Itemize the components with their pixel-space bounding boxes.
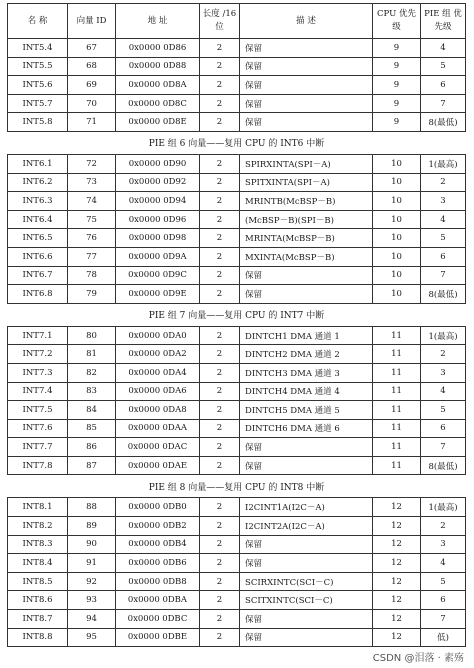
name-cell: INT8.7 <box>8 610 68 629</box>
table-row <box>8 610 466 629</box>
cpu-priority-cell: 10 <box>373 247 421 266</box>
cpu-priority-cell: 9 <box>373 39 421 58</box>
description-cell: 保留 <box>240 285 373 304</box>
name-cell: INT8.1 <box>8 498 68 517</box>
table-row <box>8 382 466 401</box>
cpu-priority-cell: 9 <box>373 57 421 76</box>
length-cell: 2 <box>200 39 240 58</box>
cpu-priority-cell: 11 <box>373 438 421 457</box>
address-cell: 0x0000 0DAA <box>116 419 200 438</box>
cpu-priority-cell: 11 <box>373 326 421 345</box>
pie-priority-cell: 5 <box>421 572 466 591</box>
name-cell: INT5.4 <box>8 39 68 58</box>
address-cell: 0x0000 0DB8 <box>116 572 200 591</box>
pie-priority-cell: 4 <box>421 554 466 573</box>
section-header-row <box>8 475 466 498</box>
vector-id-cell: 74 <box>68 192 116 211</box>
address-cell: 0x0000 0D8A <box>116 76 200 95</box>
name-cell: INT6.6 <box>8 247 68 266</box>
length-cell: 2 <box>200 154 240 173</box>
description-cell: DINTCH4 DMA 通道 4 <box>240 382 373 401</box>
table-row <box>8 76 466 95</box>
vector-id-cell: 68 <box>68 57 116 76</box>
cpu-priority-cell: 12 <box>373 628 421 647</box>
pie-priority-cell: 6 <box>421 247 466 266</box>
address-cell: 0x0000 0DA6 <box>116 382 200 401</box>
name-cell: INT6.4 <box>8 210 68 229</box>
cpu-priority-cell: 12 <box>373 610 421 629</box>
cpu-priority-cell: 9 <box>373 94 421 113</box>
watermark: CSDN @泪落 · 素殇 <box>373 649 464 664</box>
description-cell: DINTCH1 DMA 通道 1 <box>240 326 373 345</box>
vector-id-cell: 92 <box>68 572 116 591</box>
col-length-header: 长度 /16 位 <box>200 4 240 39</box>
cpu-priority-cell: 12 <box>373 517 421 536</box>
vector-id-cell: 91 <box>68 554 116 573</box>
table-row <box>8 94 466 113</box>
table-row <box>8 535 466 554</box>
pie-priority-cell: 6 <box>421 419 466 438</box>
length-cell: 2 <box>200 401 240 420</box>
col-cpu-priority-header: CPU 优先级 <box>373 4 421 39</box>
address-cell: 0x0000 0D9C <box>116 266 200 285</box>
pie-priority-cell: 低) <box>421 628 466 647</box>
length-cell: 2 <box>200 554 240 573</box>
address-cell: 0x0000 0D94 <box>116 192 200 211</box>
description-cell: I2CINT2A(I2C－A) <box>240 517 373 536</box>
vector-id-cell: 89 <box>68 517 116 536</box>
description-cell: 保留 <box>240 554 373 573</box>
description-cell: SCITXINTC(SCI－C) <box>240 591 373 610</box>
address-cell: 0x0000 0D86 <box>116 39 200 58</box>
name-cell: INT5.5 <box>8 57 68 76</box>
pie-priority-cell: 4 <box>421 39 466 58</box>
pie-priority-cell: 8(最低) <box>421 113 466 132</box>
description-cell: 保留 <box>240 628 373 647</box>
cpu-priority-cell: 12 <box>373 535 421 554</box>
pie-priority-cell: 7 <box>421 266 466 285</box>
table-row <box>8 39 466 58</box>
cpu-priority-cell: 10 <box>373 154 421 173</box>
description-cell: SCIRXINTC(SCI－C) <box>240 572 373 591</box>
name-cell: INT5.6 <box>8 76 68 95</box>
pie-priority-cell: 7 <box>421 610 466 629</box>
pie-priority-cell: 5 <box>421 229 466 248</box>
length-cell: 2 <box>200 94 240 113</box>
length-cell: 2 <box>200 591 240 610</box>
vector-id-cell: 84 <box>68 401 116 420</box>
length-cell: 2 <box>200 498 240 517</box>
name-cell: INT6.7 <box>8 266 68 285</box>
pie-priority-cell: 1(最高) <box>421 154 466 173</box>
description-cell: 保留 <box>240 94 373 113</box>
length-cell: 2 <box>200 326 240 345</box>
pie-priority-cell: 5 <box>421 401 466 420</box>
description-cell: 保留 <box>240 456 373 475</box>
vector-id-cell: 93 <box>68 591 116 610</box>
cpu-priority-cell: 10 <box>373 285 421 304</box>
description-cell: MRINTB(McBSP－B) <box>240 192 373 211</box>
vector-id-cell: 88 <box>68 498 116 517</box>
length-cell: 2 <box>200 363 240 382</box>
vector-id-cell: 69 <box>68 76 116 95</box>
name-cell: INT6.8 <box>8 285 68 304</box>
description-cell: (McBSP－B)(SPI－B) <box>240 210 373 229</box>
section-title: PIE 组 7 向量——复用 CPU 的 INT7 中断 <box>8 303 466 326</box>
description-cell: 保留 <box>240 57 373 76</box>
description-cell: DINTCH6 DMA 通道 6 <box>240 419 373 438</box>
length-cell: 2 <box>200 456 240 475</box>
description-cell: 保留 <box>240 113 373 132</box>
section-title: PIE 组 8 向量——复用 CPU 的 INT8 中断 <box>8 475 466 498</box>
cpu-priority-cell: 12 <box>373 554 421 573</box>
table-row <box>8 456 466 475</box>
vector-id-cell: 95 <box>68 628 116 647</box>
length-cell: 2 <box>200 173 240 192</box>
description-cell: DINTCH3 DMA 通道 3 <box>240 363 373 382</box>
cpu-priority-cell: 11 <box>373 419 421 438</box>
pie-priority-cell: 4 <box>421 382 466 401</box>
table-row <box>8 628 466 647</box>
address-cell: 0x0000 0D90 <box>116 154 200 173</box>
table-row <box>8 401 466 420</box>
table-row <box>8 57 466 76</box>
description-cell: 保留 <box>240 438 373 457</box>
table-row <box>8 247 466 266</box>
address-cell: 0x0000 0DA2 <box>116 345 200 364</box>
col-pie-priority-header: PIE 组 优先级 <box>421 4 466 39</box>
name-cell: INT8.3 <box>8 535 68 554</box>
address-cell: 0x0000 0DB4 <box>116 535 200 554</box>
name-cell: INT8.4 <box>8 554 68 573</box>
section-header-row <box>8 131 466 154</box>
address-cell: 0x0000 0DAE <box>116 456 200 475</box>
cpu-priority-cell: 9 <box>373 113 421 132</box>
vector-id-cell: 70 <box>68 94 116 113</box>
table-row <box>8 554 466 573</box>
cpu-priority-cell: 10 <box>373 229 421 248</box>
table-row <box>8 498 466 517</box>
cpu-priority-cell: 9 <box>373 76 421 95</box>
cpu-priority-cell: 10 <box>373 210 421 229</box>
cpu-priority-cell: 11 <box>373 345 421 364</box>
vector-id-cell: 94 <box>68 610 116 629</box>
table-row <box>8 591 466 610</box>
address-cell: 0x0000 0DBC <box>116 610 200 629</box>
address-cell: 0x0000 0D98 <box>116 229 200 248</box>
name-cell: INT7.1 <box>8 326 68 345</box>
address-cell: 0x0000 0DA4 <box>116 363 200 382</box>
description-cell: SPITXINTA(SPI－A) <box>240 173 373 192</box>
length-cell: 2 <box>200 382 240 401</box>
name-cell: INT7.4 <box>8 382 68 401</box>
name-cell: INT7.8 <box>8 456 68 475</box>
address-cell: 0x0000 0DA0 <box>116 326 200 345</box>
table-row <box>8 438 466 457</box>
table-row <box>8 345 466 364</box>
vector-id-cell: 81 <box>68 345 116 364</box>
pie-priority-cell: 7 <box>421 438 466 457</box>
table-row <box>8 285 466 304</box>
pie-priority-cell: 8(最低) <box>421 456 466 475</box>
length-cell: 2 <box>200 285 240 304</box>
vector-id-cell: 85 <box>68 419 116 438</box>
vector-id-cell: 87 <box>68 456 116 475</box>
table-row <box>8 113 466 132</box>
name-cell: INT7.2 <box>8 345 68 364</box>
col-name-header: 名 称 <box>8 4 68 39</box>
address-cell: 0x0000 0D92 <box>116 173 200 192</box>
table-row <box>8 210 466 229</box>
description-cell: 保留 <box>240 76 373 95</box>
pie-priority-cell: 4 <box>421 210 466 229</box>
length-cell: 2 <box>200 517 240 536</box>
vector-id-cell: 72 <box>68 154 116 173</box>
cpu-priority-cell: 10 <box>373 192 421 211</box>
address-cell: 0x0000 0DBA <box>116 591 200 610</box>
cpu-priority-cell: 11 <box>373 363 421 382</box>
address-cell: 0x0000 0DB6 <box>116 554 200 573</box>
table-row <box>8 229 466 248</box>
table-row <box>8 517 466 536</box>
vector-id-cell: 67 <box>68 39 116 58</box>
name-cell: INT8.6 <box>8 591 68 610</box>
table-row <box>8 363 466 382</box>
name-cell: INT5.8 <box>8 113 68 132</box>
pie-priority-cell: 6 <box>421 76 466 95</box>
table-row <box>8 419 466 438</box>
cpu-priority-cell: 11 <box>373 456 421 475</box>
name-cell: INT8.2 <box>8 517 68 536</box>
length-cell: 2 <box>200 345 240 364</box>
name-cell: INT8.8 <box>8 628 68 647</box>
pie-priority-cell: 2 <box>421 517 466 536</box>
length-cell: 2 <box>200 76 240 95</box>
address-cell: 0x0000 0DAC <box>116 438 200 457</box>
table-row <box>8 192 466 211</box>
cpu-priority-cell: 11 <box>373 401 421 420</box>
pie-priority-cell: 5 <box>421 57 466 76</box>
section-header-row <box>8 303 466 326</box>
pie-priority-cell: 6 <box>421 591 466 610</box>
vector-id-cell: 83 <box>68 382 116 401</box>
length-cell: 2 <box>200 266 240 285</box>
address-cell: 0x0000 0DB0 <box>116 498 200 517</box>
cpu-priority-cell: 12 <box>373 591 421 610</box>
vector-id-cell: 71 <box>68 113 116 132</box>
name-cell: INT7.3 <box>8 363 68 382</box>
vector-id-cell: 80 <box>68 326 116 345</box>
pie-priority-cell: 8(最低) <box>421 285 466 304</box>
cpu-priority-cell: 11 <box>373 382 421 401</box>
col-vector-id-header: 向量 ID <box>68 4 116 39</box>
address-cell: 0x0000 0D9E <box>116 285 200 304</box>
section-title: PIE 组 6 向量——复用 CPU 的 INT6 中断 <box>8 131 466 154</box>
length-cell: 2 <box>200 572 240 591</box>
address-cell: 0x0000 0D8E <box>116 113 200 132</box>
vector-id-cell: 76 <box>68 229 116 248</box>
length-cell: 2 <box>200 57 240 76</box>
length-cell: 2 <box>200 247 240 266</box>
vector-id-cell: 82 <box>68 363 116 382</box>
length-cell: 2 <box>200 610 240 629</box>
pie-priority-cell: 7 <box>421 94 466 113</box>
vector-id-cell: 73 <box>68 173 116 192</box>
name-cell: INT6.3 <box>8 192 68 211</box>
name-cell: INT8.5 <box>8 572 68 591</box>
table-body <box>8 39 466 647</box>
description-cell: 保留 <box>240 39 373 58</box>
cpu-priority-cell: 10 <box>373 173 421 192</box>
description-cell: MRINTA(McBSP－B) <box>240 229 373 248</box>
description-cell: I2CINT1A(I2C－A) <box>240 498 373 517</box>
description-cell: 保留 <box>240 610 373 629</box>
length-cell: 2 <box>200 192 240 211</box>
name-cell: INT7.5 <box>8 401 68 420</box>
name-cell: INT6.5 <box>8 229 68 248</box>
cpu-priority-cell: 12 <box>373 498 421 517</box>
vector-id-cell: 79 <box>68 285 116 304</box>
name-cell: INT7.7 <box>8 438 68 457</box>
description-cell: DINTCH2 DMA 通道 2 <box>240 345 373 364</box>
pie-priority-cell: 2 <box>421 345 466 364</box>
length-cell: 2 <box>200 210 240 229</box>
description-cell: SPIRXINTA(SPI－A) <box>240 154 373 173</box>
vector-id-cell: 90 <box>68 535 116 554</box>
address-cell: 0x0000 0D96 <box>116 210 200 229</box>
col-description-header: 描 述 <box>240 4 373 39</box>
address-cell: 0x0000 0D88 <box>116 57 200 76</box>
length-cell: 2 <box>200 628 240 647</box>
address-cell: 0x0000 0D9A <box>116 247 200 266</box>
table-row <box>8 266 466 285</box>
description-cell: DINTCH5 DMA 通道 5 <box>240 401 373 420</box>
name-cell: INT6.1 <box>8 154 68 173</box>
name-cell: INT6.2 <box>8 173 68 192</box>
pie-priority-cell: 3 <box>421 363 466 382</box>
length-cell: 2 <box>200 419 240 438</box>
length-cell: 2 <box>200 113 240 132</box>
table-row <box>8 173 466 192</box>
pie-priority-cell: 1(最高) <box>421 326 466 345</box>
name-cell: INT5.7 <box>8 94 68 113</box>
pie-priority-cell: 1(最高) <box>421 498 466 517</box>
pie-priority-cell: 2 <box>421 173 466 192</box>
vector-id-cell: 75 <box>68 210 116 229</box>
address-cell: 0x0000 0DBE <box>116 628 200 647</box>
length-cell: 2 <box>200 229 240 248</box>
cpu-priority-cell: 10 <box>373 266 421 285</box>
vector-id-cell: 86 <box>68 438 116 457</box>
length-cell: 2 <box>200 535 240 554</box>
description-cell: 保留 <box>240 535 373 554</box>
address-cell: 0x0000 0DB2 <box>116 517 200 536</box>
pie-priority-cell: 3 <box>421 535 466 554</box>
description-cell: 保留 <box>240 266 373 285</box>
cpu-priority-cell: 12 <box>373 572 421 591</box>
header-row <box>8 4 466 39</box>
description-cell: MXINTA(McBSP－B) <box>240 247 373 266</box>
interrupt-vector-table <box>7 3 466 647</box>
pie-priority-cell: 3 <box>421 192 466 211</box>
name-cell: INT7.6 <box>8 419 68 438</box>
table-row <box>8 326 466 345</box>
vector-id-cell: 78 <box>68 266 116 285</box>
vector-id-cell: 77 <box>68 247 116 266</box>
address-cell: 0x0000 0DA8 <box>116 401 200 420</box>
length-cell: 2 <box>200 438 240 457</box>
table-row <box>8 154 466 173</box>
col-address-header: 地 址 <box>116 4 200 39</box>
address-cell: 0x0000 0D8C <box>116 94 200 113</box>
table-row <box>8 572 466 591</box>
